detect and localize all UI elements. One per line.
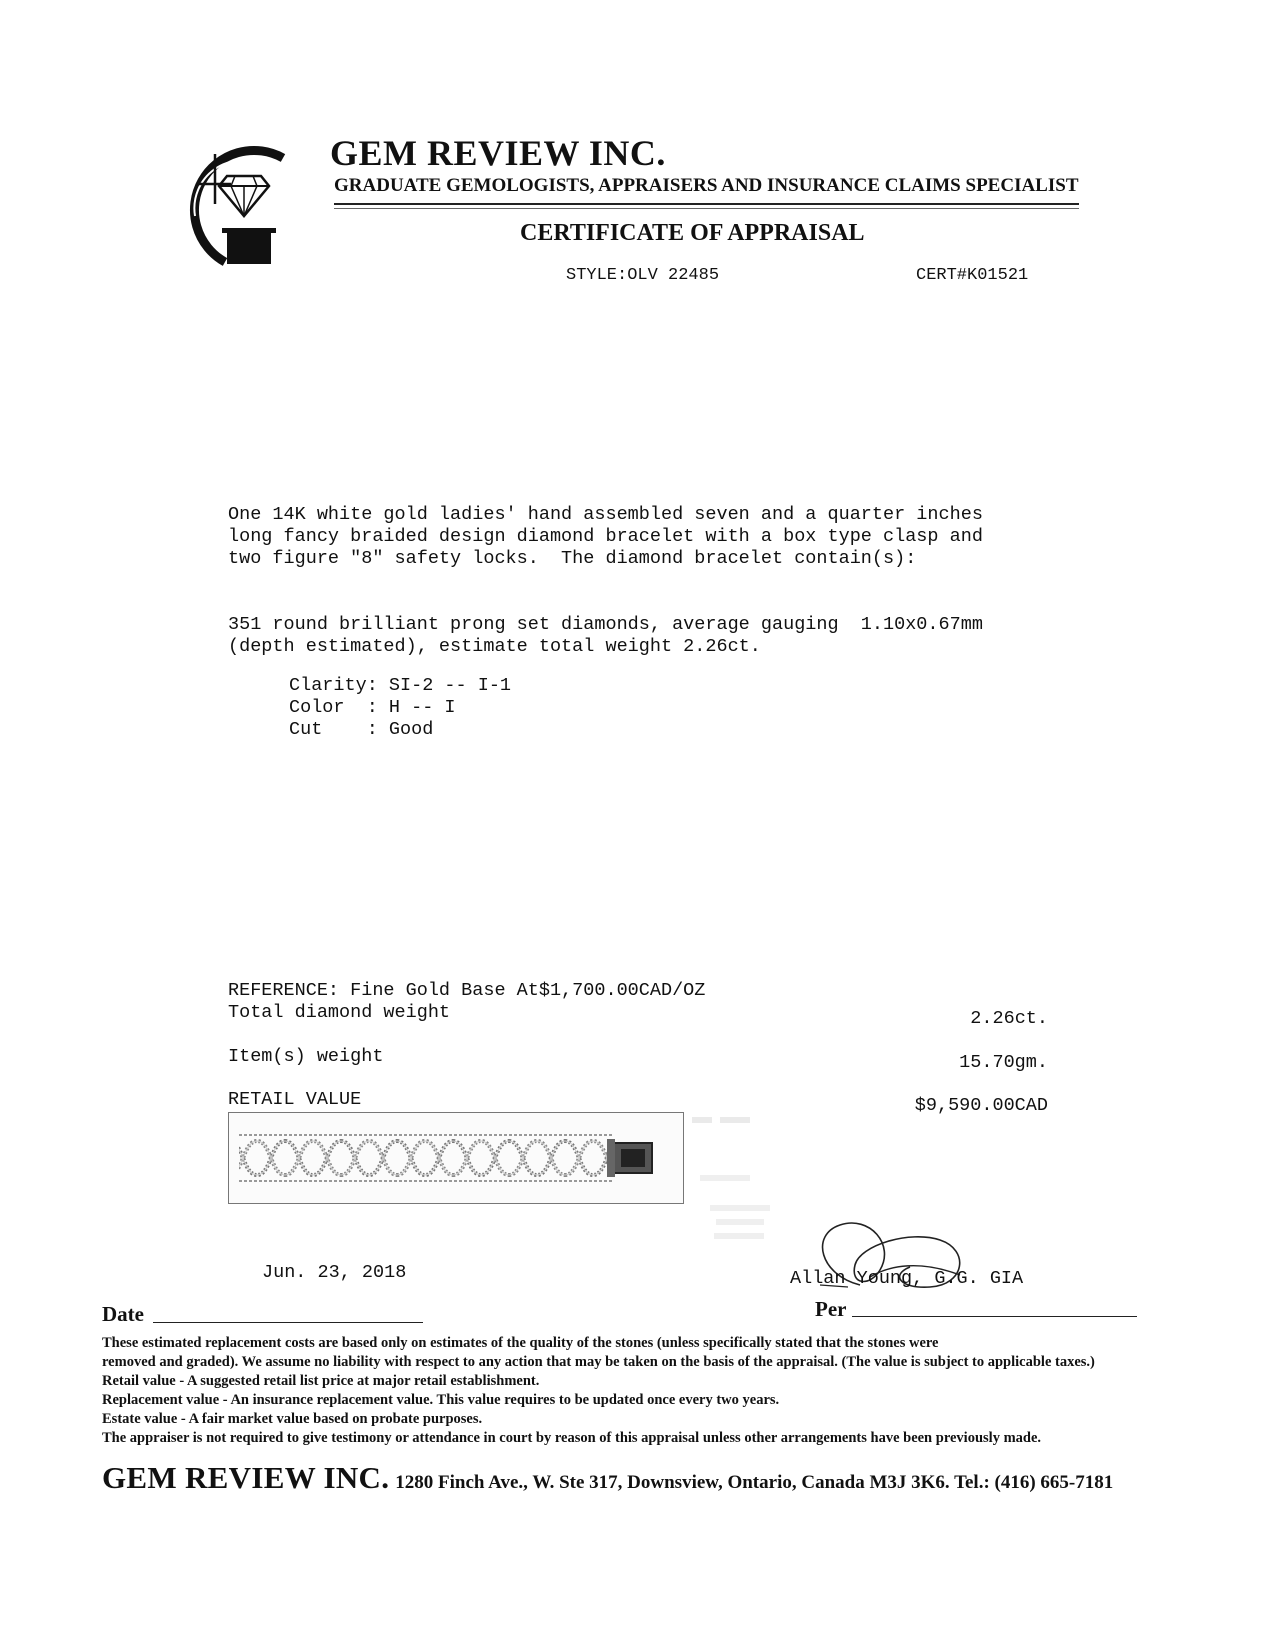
grading-block bbox=[289, 675, 511, 741]
item-weight-label: Item(s) weight bbox=[228, 1046, 384, 1067]
header-rule bbox=[334, 203, 1079, 205]
stones-line: 351 round brilliant prong set diamonds, average gauging 1.10x0.67mm bbox=[228, 614, 983, 635]
footer-company: GEM REVIEW INC. bbox=[102, 1460, 390, 1495]
date-line bbox=[153, 1322, 423, 1323]
bracelet-image bbox=[229, 1113, 683, 1203]
diamond-weight-value: 2.26ct. bbox=[970, 1008, 1048, 1029]
faint-stamp-mark bbox=[690, 1115, 810, 1255]
item-description bbox=[228, 504, 983, 570]
retail-value-label: RETAIL VALUE bbox=[228, 1089, 362, 1110]
stones-line: (depth estimated), estimate total weight 2.26ct. bbox=[228, 636, 761, 657]
clarity-grade: Clarity: SI-2 -- I-1 bbox=[289, 675, 512, 696]
disclaimer-line: Retail value - A suggested retail list price at major retail establishment. bbox=[102, 1373, 540, 1389]
bracelet-photo bbox=[228, 1112, 684, 1204]
header-rule-thin bbox=[334, 208, 1079, 209]
appraiser-name: Allan Young, G.G. GIA bbox=[790, 1268, 1024, 1289]
certificate-title: CERTIFICATE OF APPRAISAL bbox=[520, 220, 865, 246]
diamond-weight-label: Total diamond weight bbox=[228, 1002, 451, 1023]
appraisal-date: Jun. 23, 2018 bbox=[262, 1262, 407, 1283]
retail-value-amount: $9,590.00CAD bbox=[914, 1095, 1048, 1116]
company-tagline: GRADUATE GEMOLOGISTS, APPRAISERS AND INSURANCE CLAIMS SPECIALIST bbox=[334, 175, 1079, 196]
disclaimer-line: Replacement value - An insurance replacement value. This value requires to be updated once every two years. bbox=[102, 1392, 780, 1408]
gem-review-logo-icon bbox=[165, 136, 295, 276]
description-line: long fancy braided design diamond bracelet with a box type clasp and bbox=[228, 526, 983, 547]
color-grade: Color : H -- I bbox=[289, 697, 456, 718]
date-label: Date bbox=[102, 1302, 144, 1326]
per-label: Per bbox=[815, 1297, 847, 1321]
footer-address-text: 1280 Finch Ave., W. Ste 317, Downsview, Ontario, Canada M3J 3K6. Tel.: (416) 665-7181 bbox=[395, 1472, 1114, 1493]
disclaimer-line: removed and graded). We assume no liability with respect to any action that may be taken on the basis of the appraisal. (The value is subject to applicable taxes.) bbox=[102, 1354, 1095, 1370]
company-name: GEM REVIEW INC. bbox=[330, 133, 666, 173]
per-signature-line bbox=[852, 1316, 1137, 1317]
cut-grade: Cut : Good bbox=[289, 719, 434, 740]
item-weight-value: 15.70gm. bbox=[959, 1052, 1048, 1073]
disclaimer-line: These estimated replacement costs are based only on estimates of the quality of the stones (unless specifically stated that the stones were bbox=[102, 1335, 939, 1351]
reference-line: REFERENCE: Fine Gold Base At$1,700.00CAD/OZ bbox=[228, 980, 706, 1001]
description-line: One 14K white gold ladies' hand assembled seven and a quarter inches bbox=[228, 504, 983, 525]
certificate-number: CERT#K01521 bbox=[916, 266, 1029, 285]
style-number: STYLE:OLV 22485 bbox=[566, 266, 720, 285]
disclaimer-line: The appraiser is not required to give testimony or attendance in court by reason of this appraisal unless other arrangements have been previously made. bbox=[102, 1430, 1042, 1446]
disclaimer-block bbox=[102, 1334, 1182, 1448]
footer-address bbox=[102, 1460, 1113, 1496]
description-line: two figure "8" safety locks. The diamond bracelet contain(s): bbox=[228, 548, 917, 569]
stones-description bbox=[228, 614, 983, 658]
disclaimer-line: Estate value - A fair market value based on probate purposes. bbox=[102, 1411, 483, 1427]
